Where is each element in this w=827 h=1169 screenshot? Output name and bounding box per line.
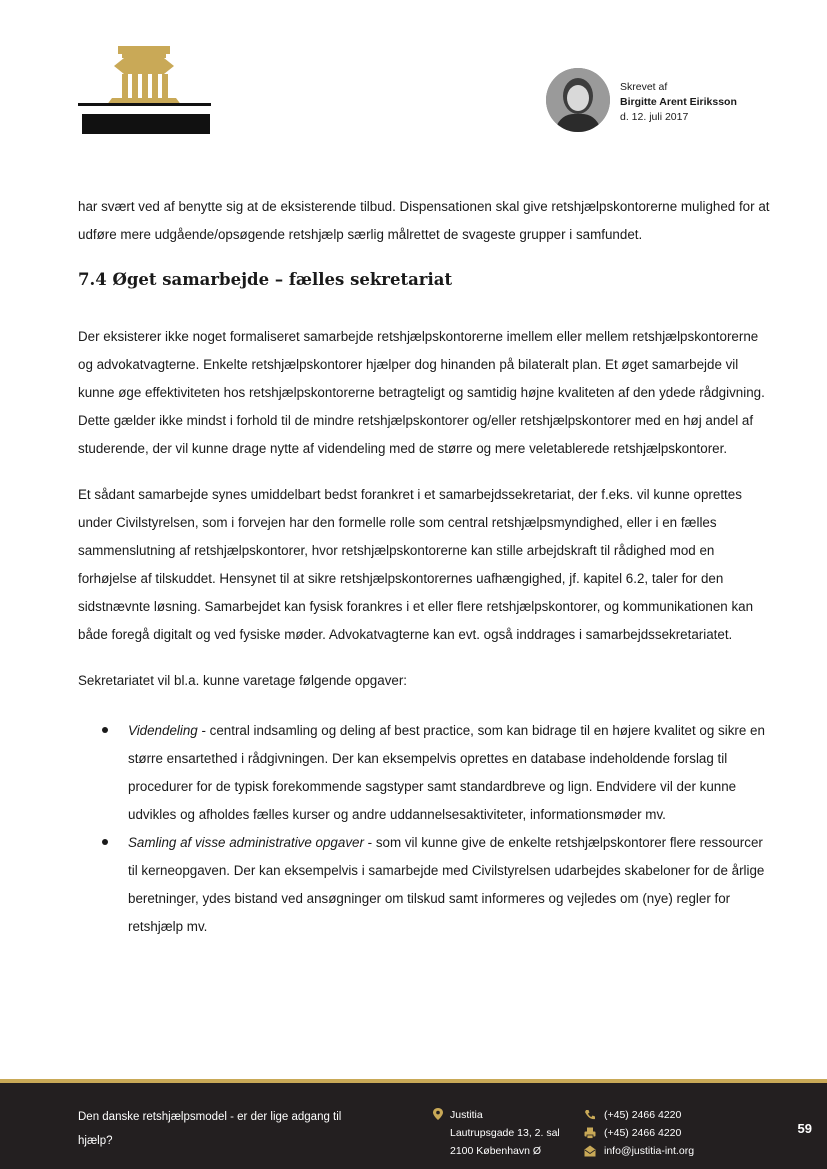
list-item-text: - central indsamling og deling af best practice, som kan bidrage til en højere kvalitet og sikre en større ensartethed i rådgivningen. Der kan eksempelvis oprettes en database indeholdende forslag til procedurer for de typisk forekommende sagstyper samt standardbreve og lign. Endvidere vil der kunne udvikles og afholdes fælles kurser og andre uddannelsesaktiviteter, informationsmøder mv.	[128, 723, 765, 822]
section-heading: 7.4 Øget samarbejde – fælles sekretariat	[78, 270, 453, 289]
list-item-title: Samling af visse administrative opgaver	[128, 835, 364, 850]
list-item	[78, 717, 770, 829]
footer-email[interactable]: info@justitia-int.org	[604, 1145, 695, 1157]
footer-address	[432, 1106, 560, 1160]
footer-phone[interactable]: (+45) 2466 4220	[604, 1109, 682, 1121]
author-avatar	[546, 68, 610, 132]
paragraph: Et sådant samarbejde synes umiddelbart bedst forankret i et samarbejdssekretariat, der f.eks. vil kunne oprettes under Civilstyrelsen, som i forvejen har den formelle rolle som central retshjælpsmyndighed, eller i en fælles sammenslutning af retshjælpskontorer, hvor retshjælpskontorerne kan stille arbejdskraft til rådighed mod en forhøjelse af tilskuddet. Hensynet til at sikre retshjælpskontorernes uafhængighed, jf. kapitel 6.2, taler for den sidstnævnte løsning. Samarbejdet kan fysisk forankres i et eller flere retshjælpskontorer, og kommunikationen kan både foregå digitalt og ved fysiske møder. Advokatvagterne kan evt. også inddrages i samarbejdssekretariatet.	[78, 487, 754, 642]
page-footer	[0, 1079, 827, 1169]
footer-document-title: Den danske retshjælpsmodel - er der lige adgang til hjælp?	[78, 1111, 342, 1147]
bullet-icon	[102, 839, 108, 845]
paragraph: Der eksisterer ikke noget formaliseret samarbejde retshjælpskontorerne imellem eller mellem retshjælpskontorerne og advokatvagterne. Enkelte retshjælpskontorer hjælper dog hinanden på bilateralt plan. Et øget samarbejde vil kunne øge effektiviteten hos retshjælpskontorerne betragteligt og samtidig højne kvaliteten af den ydede rådgivning. Dette gælder ikke mindst i forhold til de mindre retshjælpskontorer og/eller retshjælpskontorer med en høj andel af studerende, der vil kunne drage nytte af videndeling med de større og mere veletablerede retshjælpskontorer.	[78, 329, 765, 456]
list-item-text: - som vil kunne give de enkelte retshjælpskontorer flere ressourcer til kerneopgaven. Der kan eksempelvis i samarbejde med Civilstyrelsen udarbejdes skabeloner for de årlige beretninger, ydes bistand ved ansøgninger om tilskud samt informeres og vejledes om (nye) regler for retshjælp mv.	[128, 835, 765, 934]
justitia-logo-icon	[78, 44, 214, 136]
footer-address-line1: Lautrupsgade 13, 2. sal	[450, 1127, 560, 1139]
map-pin-icon	[432, 1108, 444, 1120]
list-item	[78, 829, 770, 941]
page-number: 59	[797, 1121, 812, 1136]
author-name: Birgitte Arent Eiriksson	[620, 96, 737, 108]
publish-date: d. 12. juli 2017	[620, 111, 689, 123]
footer-address-line2: 2100 København Ø	[450, 1145, 542, 1157]
email-icon	[584, 1145, 596, 1157]
footer-contact	[584, 1106, 694, 1160]
footer-fax: (+45) 2466 4220	[604, 1127, 682, 1139]
document-body	[78, 193, 770, 941]
phone-icon	[584, 1109, 596, 1121]
author-block	[546, 68, 786, 134]
task-list	[78, 717, 770, 941]
paragraph: Sekretariatet vil bl.a. kunne varetage følgende opgaver:	[78, 673, 408, 688]
list-item-title: Videndeling	[128, 723, 198, 738]
fax-icon	[584, 1127, 596, 1139]
intro-paragraph: har svært ved af benytte sig at de eksisterende tilbud. Dispensationen skal give retshjælpskontorerne mulighed for at udføre mere udgående/opsøgende retshjælp særlig målrettet de svageste grupper i samfundet.	[78, 199, 770, 242]
footer-org: Justitia	[450, 1109, 483, 1121]
bullet-icon	[102, 727, 108, 733]
author-label: Skrevet af	[620, 81, 668, 93]
